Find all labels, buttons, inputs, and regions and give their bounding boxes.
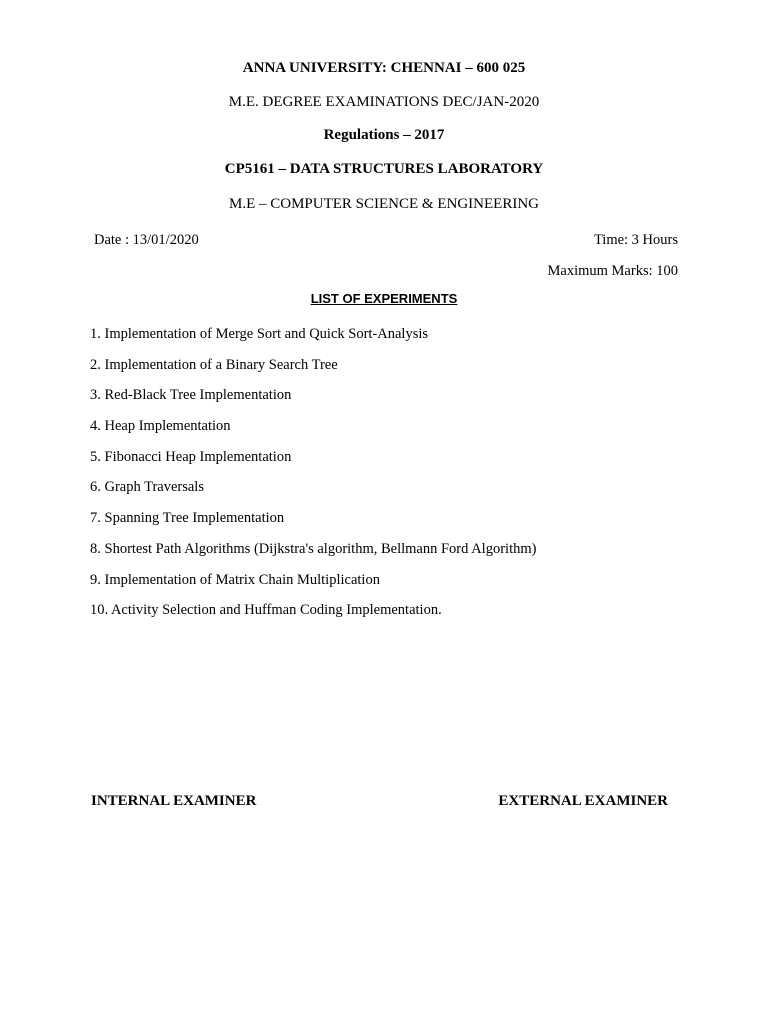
experiment-list <box>90 325 536 632</box>
exam-date: Date : 13/01/2020 <box>94 232 199 248</box>
list-item: 7. Spanning Tree Implementation <box>90 510 285 527</box>
exam-title: M.E. DEGREE EXAMINATIONS DEC/JAN-2020 <box>228 94 540 110</box>
course-title: CP5161 – DATA STRUCTURES LABORATORY <box>224 161 544 177</box>
internal-examiner-signature: INTERNAL EXAMINER <box>91 793 257 809</box>
university-title: ANNA UNIVERSITY: CHENNAI – 600 025 <box>242 60 526 76</box>
regulations: Regulations – 2017 <box>323 127 445 143</box>
list-item: 10. Activity Selection and Huffman Coding Implementation. <box>90 602 442 619</box>
maximum-marks: Maximum Marks: 100 <box>547 263 678 279</box>
list-item: 1. Implementation of Merge Sort and Quick Sort-Analysis <box>90 326 429 342</box>
external-examiner-signature: EXTERNAL EXAMINER <box>498 793 668 809</box>
list-item: 2. Implementation of a Binary Search Tree <box>90 356 338 373</box>
list-item: 5. Fibonacci Heap Implementation <box>90 448 292 465</box>
list-heading: LIST OF EXPERIMENTS <box>310 291 458 306</box>
list-item: 8. Shortest Path Algorithms (Dijkstra's algorithm, Bellmann Ford Algorithm) <box>90 540 537 557</box>
program-title: M.E – COMPUTER SCIENCE & ENGINEERING <box>229 196 539 212</box>
list-item: 6. Graph Traversals <box>90 479 204 496</box>
list-item: 4. Heap Implementation <box>90 418 231 435</box>
list-item: 9. Implementation of Matrix Chain Multiplication <box>90 571 380 588</box>
exam-duration: Time: 3 Hours <box>593 232 678 248</box>
list-item: 3. Red-Black Tree Implementation <box>90 387 292 404</box>
